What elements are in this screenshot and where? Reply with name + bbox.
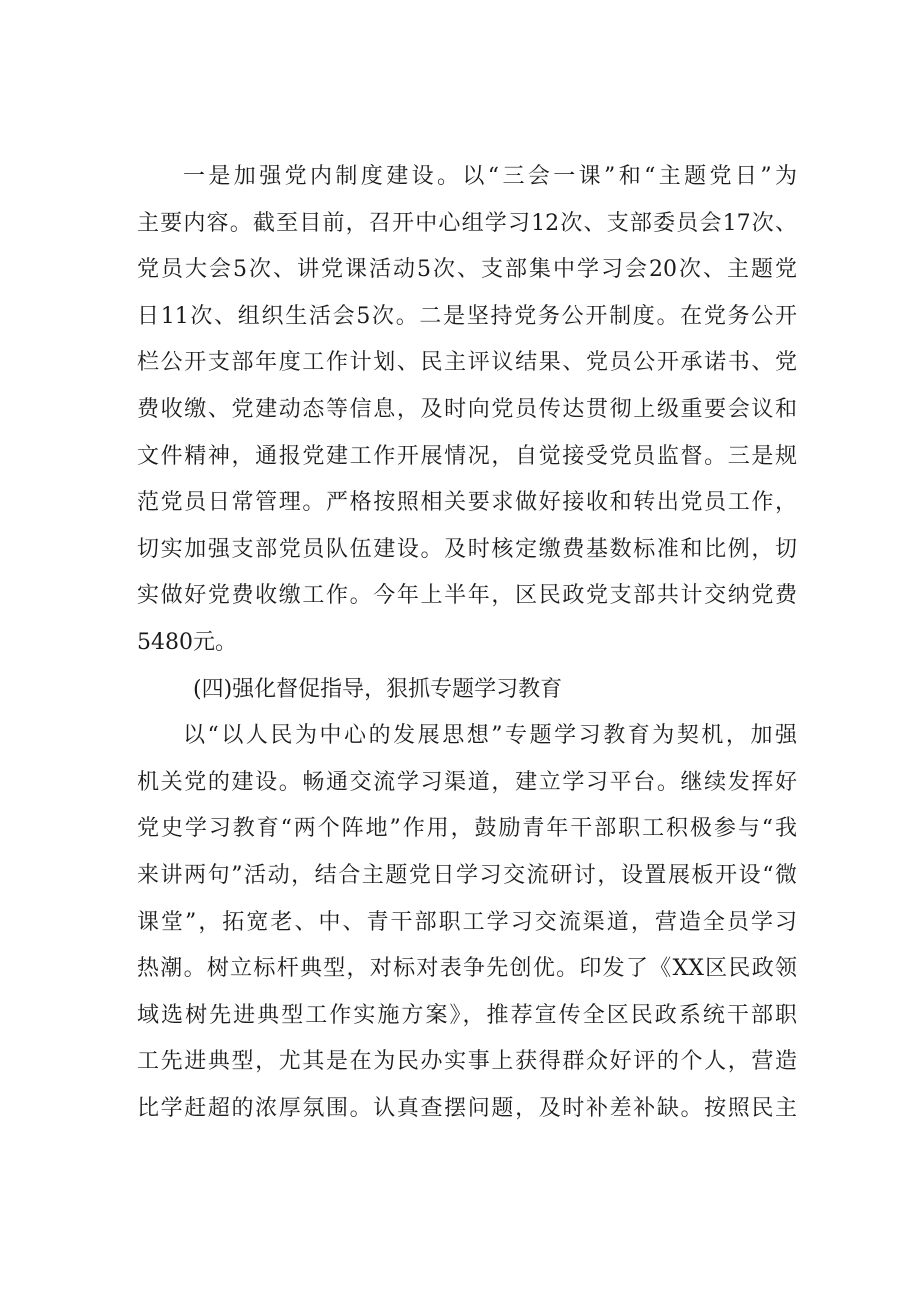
text-line: 课堂”，拓宽老、中、青干部职工学习交流渠道，营造全员学习 xyxy=(137,909,797,935)
text-line: 以“以人民为中心的发展思想”专题学习教育为契机，加强 xyxy=(183,723,797,749)
text-line: 文件精神，通报党建工作开展情况，自觉接受党员监督。三是规 xyxy=(137,443,797,469)
text-line: 5480元。 xyxy=(137,629,237,655)
text-line: 日11次、组织生活会5次。二是坚持党务公开制度。在党务公开 xyxy=(137,303,797,329)
section-heading: (四)强化督促指导，狠抓专题学习教育 xyxy=(193,676,563,702)
document-body xyxy=(137,154,797,1132)
text-line: 一是加强党内制度建设。以“三会一课”和“主题党日”为 xyxy=(183,164,797,189)
text-line: 主要内容。截至目前，召开中心组学习12次、支部委员会17次、 xyxy=(137,210,797,236)
text-line: 热潮。树立标杆典型，对标对表争先创优。印发了《XX区民政领 xyxy=(137,956,797,982)
text-line: 费收缴、党建动态等信息，及时向党员传达贯彻上级重要会议和 xyxy=(137,396,797,422)
text-line: 党史学习教育“两个阵地”作用，鼓励青年干部职工积极参与“我 xyxy=(137,816,797,842)
text-line: 范党员日常管理。严格按照相关要求做好接收和转出党员工作， xyxy=(137,490,797,516)
text-line: 工先进典型，尤其是在为民办实事上获得群众好评的个人，营造 xyxy=(137,1049,797,1075)
text-line: 比学赶超的浓厚氛围。认真查摆问题，及时补差补缺。按照民主 xyxy=(137,1095,797,1121)
text-line: 域选树先进典型工作实施方案》，推荐宣传全区民政系统干部职 xyxy=(137,1002,797,1028)
text-line: 栏公开支部年度工作计划、民主评议结果、党员公开承诺书、党 xyxy=(137,350,797,376)
text-line: 切实加强支部党员队伍建设。及时核定缴费基数标准和比例，切 xyxy=(137,536,797,562)
text-line: 实做好党费收缴工作。今年上半年，区民政党支部共计交纳党费 xyxy=(137,583,797,609)
text-line: 来讲两句”活动，结合主题党日学习交流研讨，设置展板开设“微 xyxy=(137,862,797,888)
text-line: 党员大会5次、讲党课活动5次、支部集中学习会20次、主题党 xyxy=(137,257,797,283)
text-line: 机关党的建设。畅通交流学习渠道，建立学习平台。继续发挥好 xyxy=(137,769,797,795)
